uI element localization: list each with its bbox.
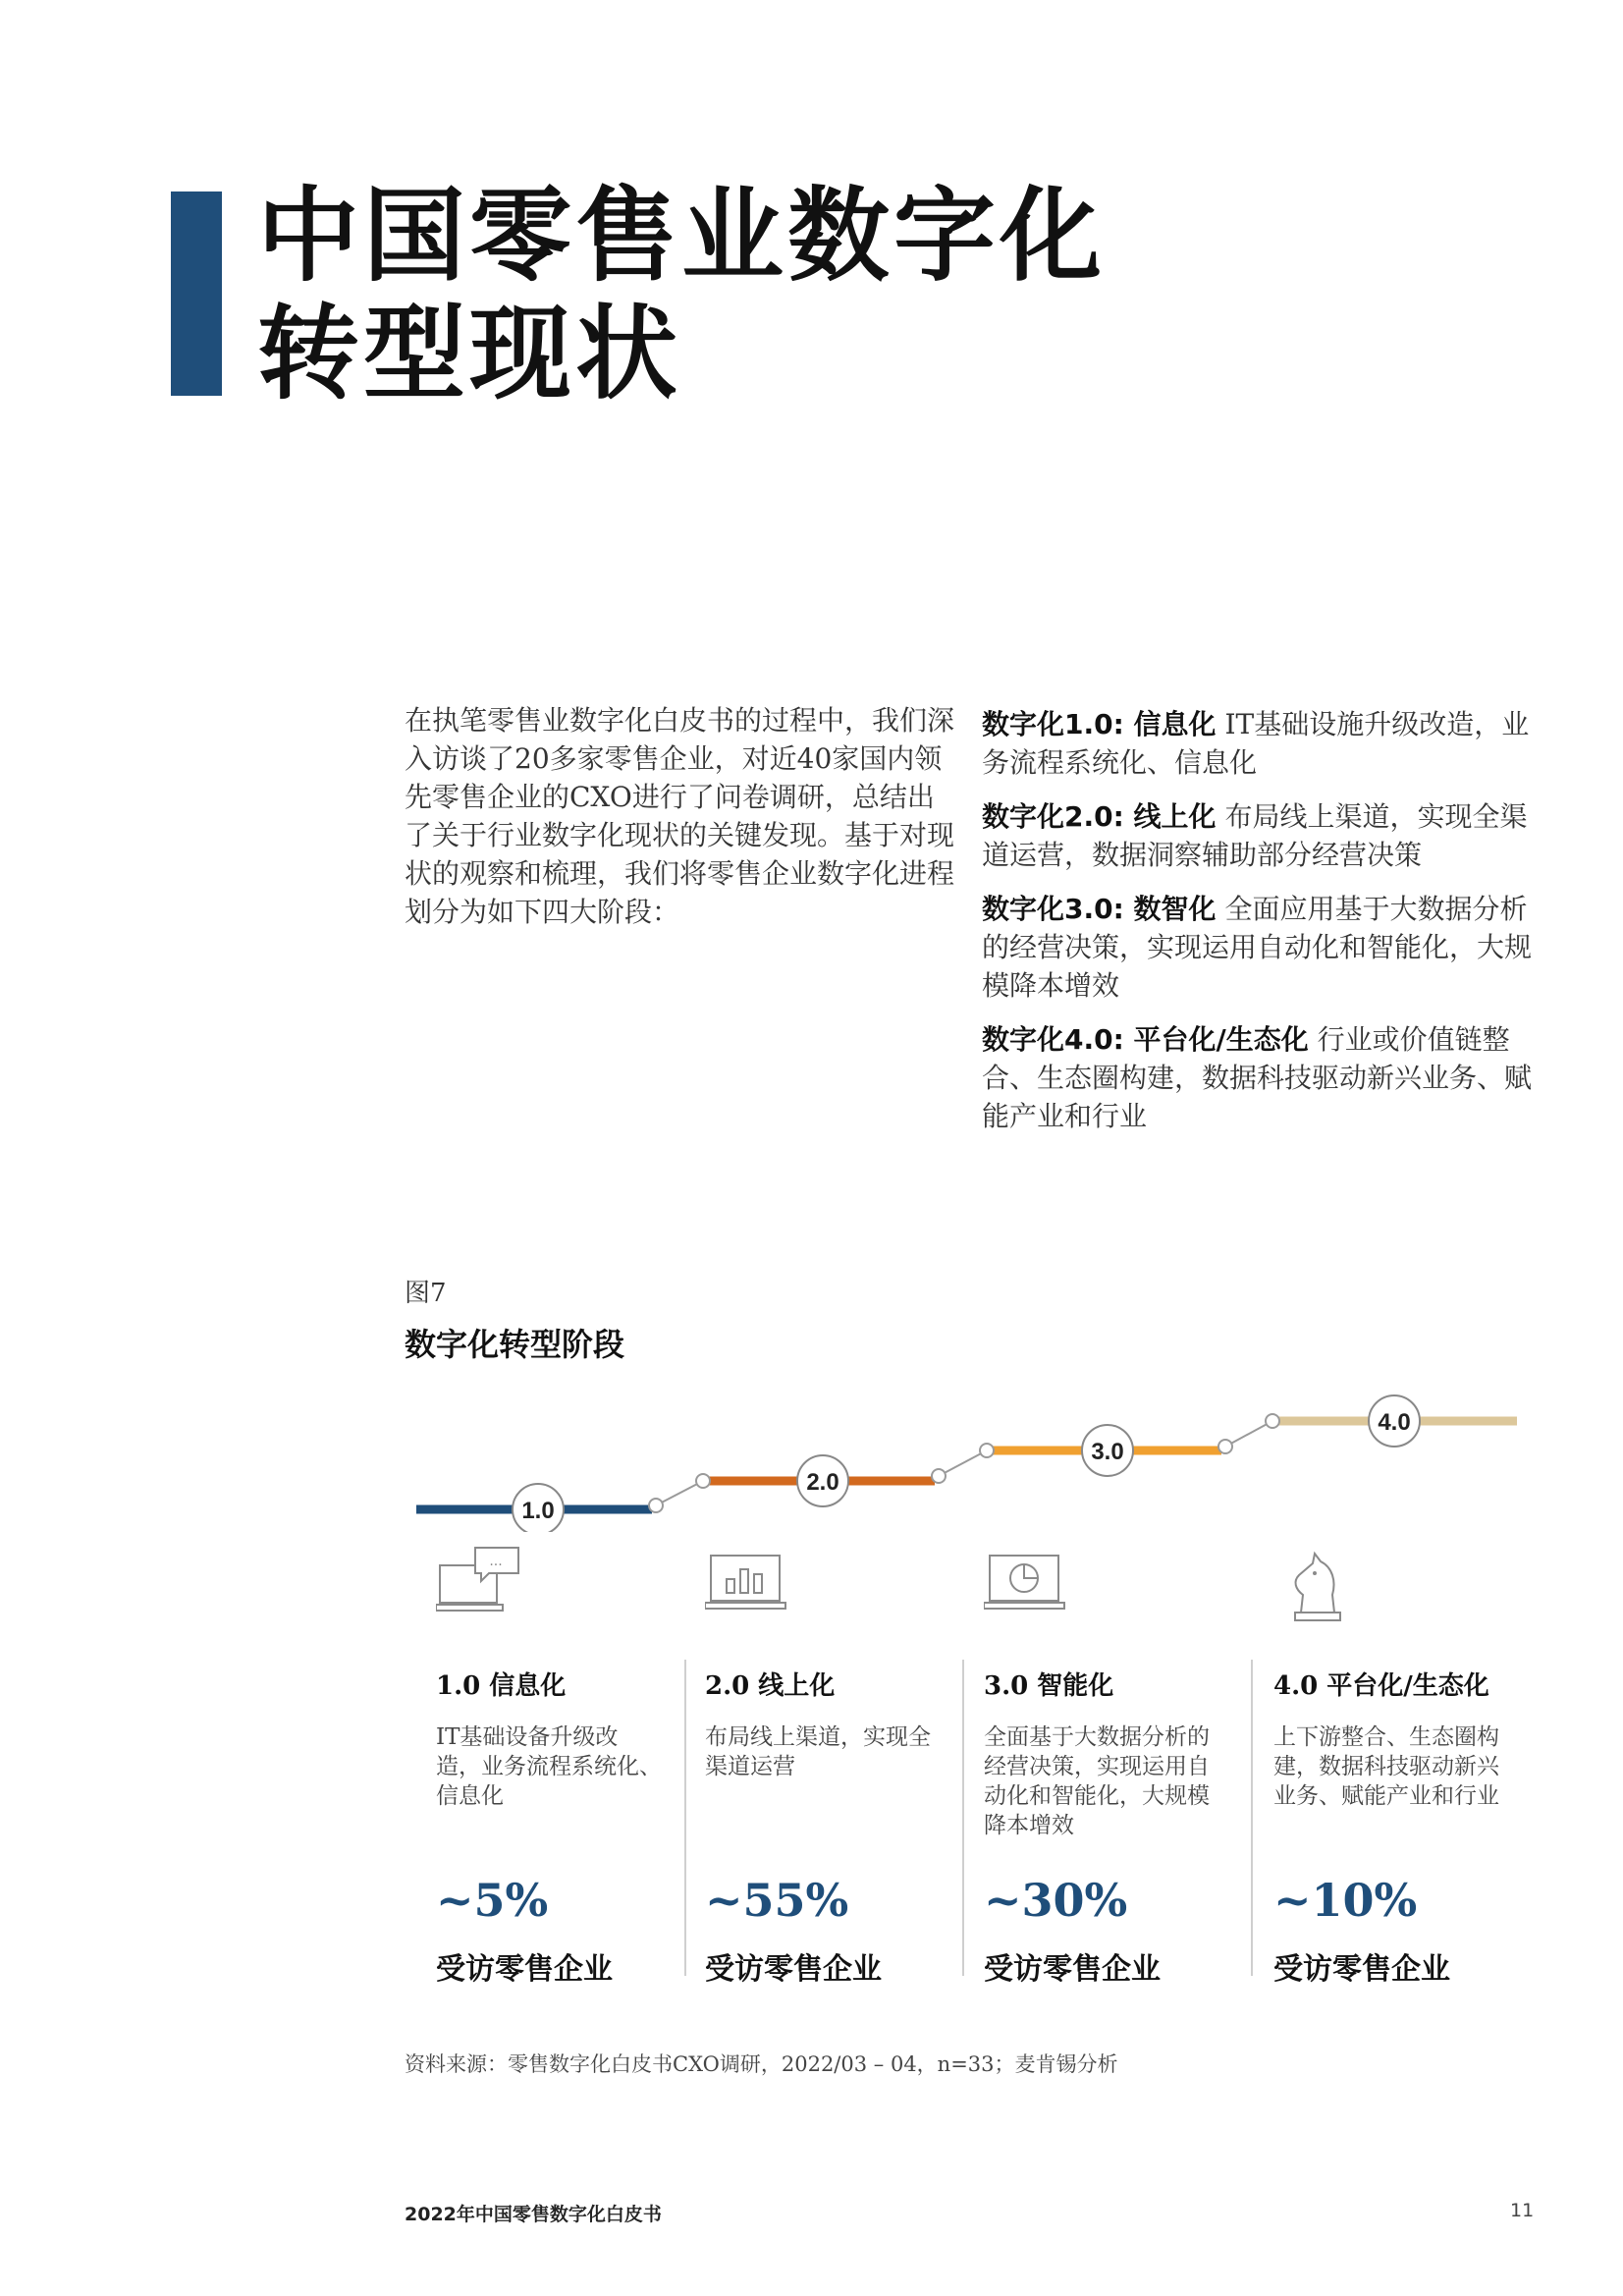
laptop-pie-icon bbox=[984, 1542, 1072, 1630]
stage-badge-label: 3.0 bbox=[1091, 1439, 1124, 1465]
stage-badge-3 bbox=[1082, 1425, 1133, 1476]
column-divider bbox=[684, 1660, 686, 1976]
stage-description: IT基础设备升级改造，业务流程系统化、信息化 bbox=[436, 1724, 662, 1809]
column-divider bbox=[1251, 1660, 1253, 1976]
connector-node bbox=[1266, 1414, 1279, 1428]
connector-1-2 bbox=[656, 1481, 703, 1505]
stage-percentage-caption: 受访零售企业 bbox=[705, 1952, 882, 1987]
connector-node bbox=[932, 1469, 946, 1483]
stage-definition-label: 数字化2.0: 线上化 bbox=[982, 800, 1217, 833]
svg-text:...: ... bbox=[489, 1554, 503, 1569]
stage-definition-desc: 全面应用基于大数据分析的经营决策，实现运用自动化和智能化，大规模降本增效 bbox=[982, 893, 1533, 1002]
stage-definition-desc: 行业或价值链整合、生态圈构建，数据科技驱动新兴业务、赋能产业和行业 bbox=[982, 1023, 1533, 1132]
stage-heading: 4.0 平台化/生态化 bbox=[1273, 1671, 1489, 1701]
stage-badge-4 bbox=[1369, 1395, 1420, 1447]
stage-definition-label: 数字化3.0: 数智化 bbox=[982, 893, 1217, 925]
stage-badge-1 bbox=[513, 1484, 564, 1532]
stage-percentage: ~5% bbox=[436, 1874, 549, 1927]
laptop-chart-icon bbox=[705, 1542, 793, 1630]
stage-badge-label: 1.0 bbox=[521, 1498, 555, 1524]
stage-percentage: ~10% bbox=[1273, 1874, 1418, 1927]
stage-percentage-caption: 受访零售企业 bbox=[1273, 1952, 1450, 1987]
page-title-line1: 中国零售业数字化 bbox=[257, 175, 1107, 296]
chess-knight-icon bbox=[1273, 1542, 1362, 1630]
stage-definition-desc: 布局线上渠道，实现全渠道运营，数据洞察辅助部分经营决策 bbox=[982, 800, 1528, 871]
stage-column-4 bbox=[1273, 1542, 1529, 1987]
stage-heading: 2.0 线上化 bbox=[705, 1671, 836, 1701]
intro-paragraph: 在执笔零售业数字化白皮书的过程中，我们深入访谈了20多家零售企业，对近40家国内领先零售企业的CXO进行了问卷调研，总结出了关于行业数字化现状的关键发现。基于对现状的观察和梳理，我们将零售企业数字化进程划分为如下四大阶段： bbox=[405, 704, 955, 928]
footer-title: 2022年中国零售数字化白皮书 bbox=[405, 2204, 662, 2225]
stage-badge-2 bbox=[797, 1455, 848, 1506]
figure-label: 图7 bbox=[405, 1279, 447, 1308]
source-note: 资料来源：零售数字化白皮书CXO调研，2022/03 – 04，n=33；麦肯锡分析 bbox=[405, 2052, 1118, 2076]
figure-title: 数字化转型阶段 bbox=[405, 1326, 625, 1363]
stage-definition-label: 数字化4.0: 平台化/生态化 bbox=[982, 1023, 1309, 1056]
stage-description: 布局线上渠道，实现全渠道运营 bbox=[705, 1724, 931, 1779]
stage-heading: 3.0 智能化 bbox=[984, 1671, 1114, 1701]
connector-3-4 bbox=[1225, 1421, 1272, 1447]
stage-badge-label: 4.0 bbox=[1378, 1409, 1411, 1436]
stage-badge-label: 2.0 bbox=[806, 1469, 839, 1496]
page-number: 11 bbox=[1510, 2200, 1535, 2221]
stage-heading: 1.0 信息化 bbox=[436, 1671, 567, 1701]
page-title-line2: 转型现状 bbox=[257, 293, 682, 413]
column-divider bbox=[962, 1660, 964, 1976]
stage-percentage: ~55% bbox=[705, 1874, 849, 1927]
stage-description: 全面基于大数据分析的经营决策，实现运用自动化和智能化，大规模降本增效 bbox=[984, 1724, 1210, 1838]
stage-column-3 bbox=[984, 1542, 1239, 1987]
stage-column-2 bbox=[705, 1542, 960, 1987]
computer-chat-icon bbox=[436, 1542, 524, 1630]
stage-description: 上下游整合、生态圈构建，数据科技驱动新兴业务、赋能产业和行业 bbox=[1273, 1724, 1499, 1809]
connector-node bbox=[649, 1499, 663, 1512]
connector-2-3 bbox=[939, 1450, 987, 1476]
stage-percentage-caption: 受访零售企业 bbox=[984, 1952, 1161, 1987]
stage-percentage-caption: 受访零售企业 bbox=[436, 1952, 613, 1987]
stage-definition-label: 数字化1.0: 信息化 bbox=[982, 708, 1217, 740]
stage-definition-desc: IT基础设施升级改造，业务流程系统化、信息化 bbox=[982, 708, 1530, 779]
connector-node bbox=[696, 1474, 710, 1488]
stage-percentage: ~30% bbox=[984, 1874, 1128, 1927]
connector-node bbox=[980, 1444, 994, 1457]
stage-column-1 bbox=[436, 1542, 691, 1987]
connector-node bbox=[1218, 1440, 1232, 1453]
